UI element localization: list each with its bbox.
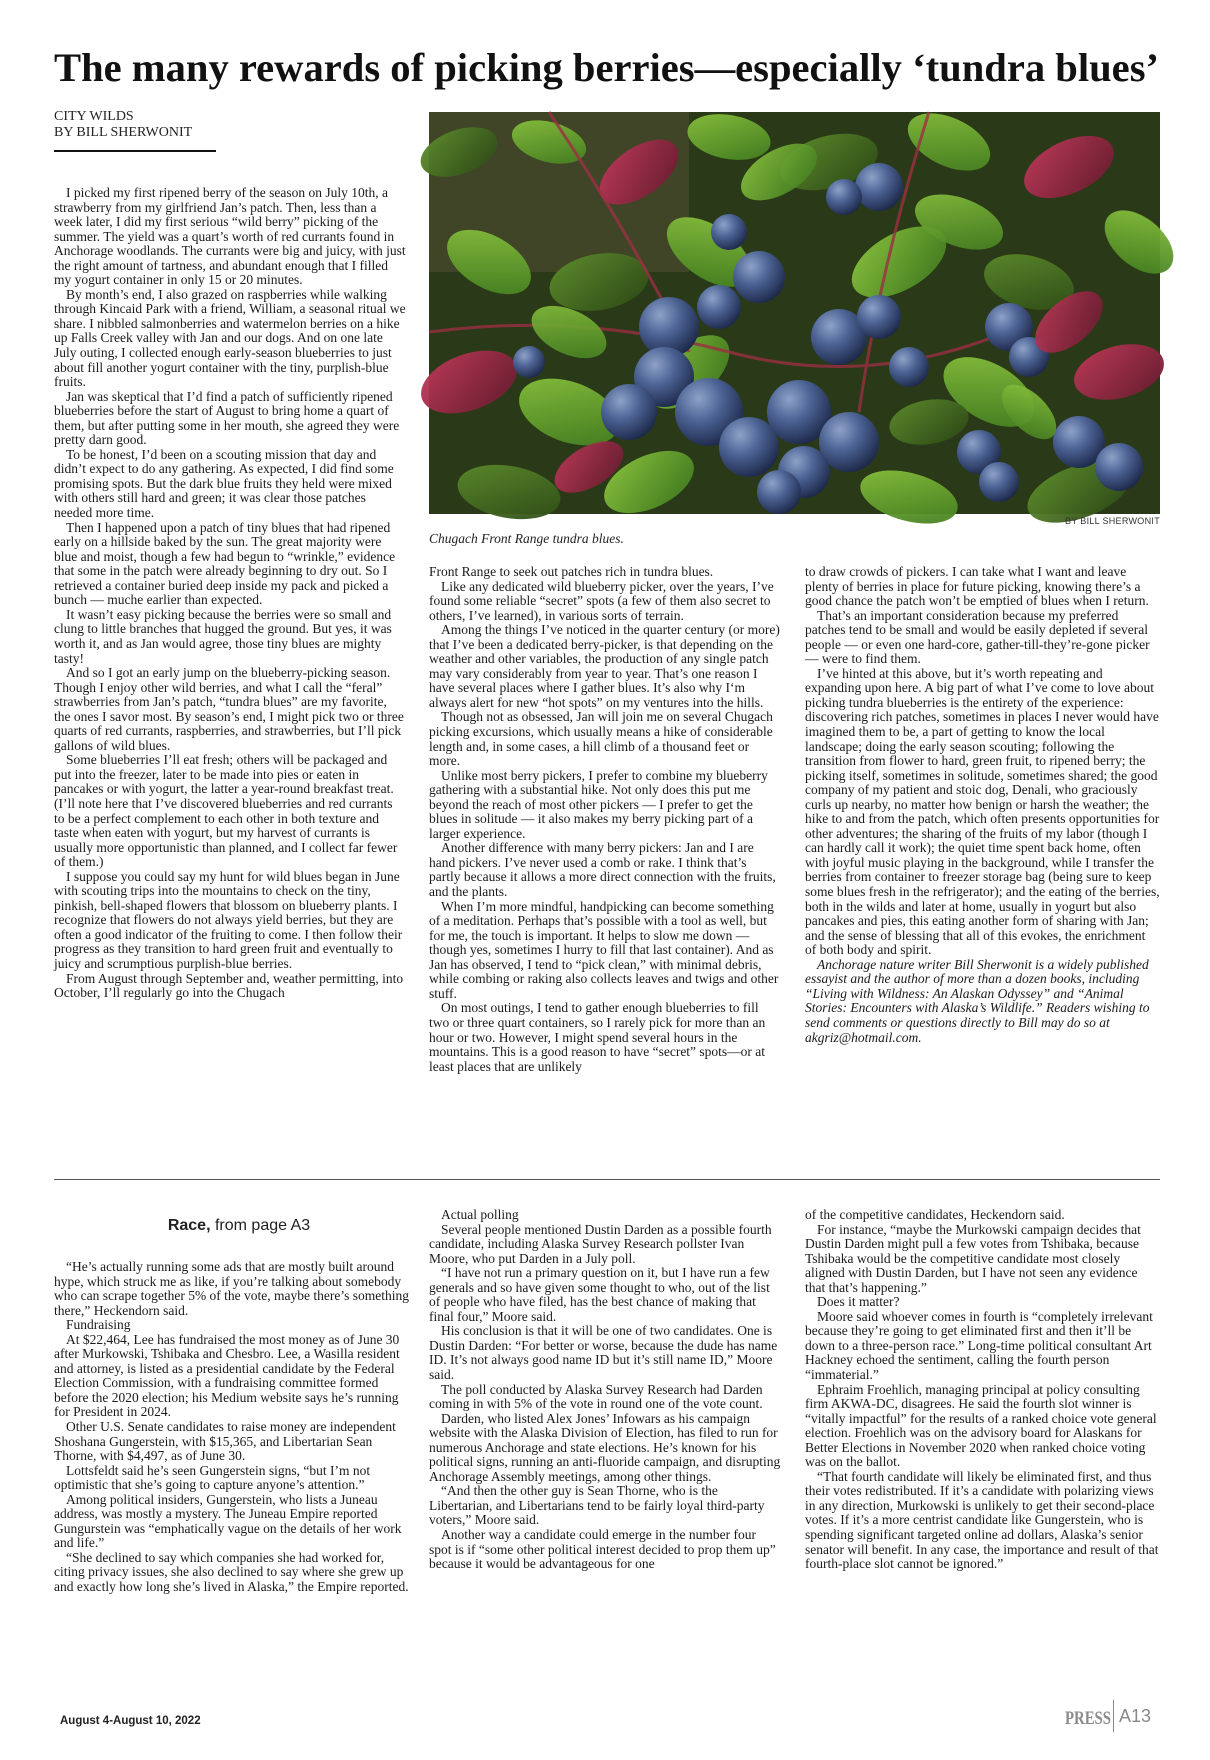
paragraph: Jan was skeptical that I’d find a patch of sufficiently ripened blueberries before the start of August to bring home a quart of them, but after putting some in her mouth, she agreed they were pretty darn good. — [54, 388, 400, 448]
section-divider — [54, 1179, 1160, 1180]
paragraph: to draw crowds of pickers. I can take what I want and leave plenty of berries in place for future picking, knowing there’s a good chance the patch won’t be emptied of blues when I return. — [805, 564, 1149, 609]
paragraph: On most outings, I tend to gather enough blueberries to fill two or three quart containers, so I rarely pick for more than an hour or two. However, I might spend several hours in the mountains. This is a good reason to have “secret” spots—or at least places that are unlikely — [429, 1000, 766, 1074]
subhead: Fundraising — [66, 1317, 131, 1333]
svg-text:PRESS: PRESS — [1065, 1708, 1111, 1729]
paragraph: “He’s actually running some ads that are mostly built around hype, which struck me as like, if you’re talking about somebody who can scrape together 5% of the vote, maybe there’s something there,” Heckendorn said. — [54, 1259, 410, 1318]
race-column-1 — [54, 1260, 409, 1595]
paragraph: And so I got an early jump on the blueberry-picking season. Though I enjoy other wild berries, and what I call the “feral” strawberries from Jan’s patch, “tundra blues” are my favorite, the ones I savor most. By season’s end, I might pick two or three quarts of red currants, raspberries, and strawberries, but I’ll pick gallons of wild blues. — [54, 665, 404, 753]
paragraph: Front Range to seek out patches rich in tundra blues. — [429, 564, 714, 579]
paragraph: When I’m more mindful, handpicking can become something of a meditation. Perhaps that’s possible with a tool as well, but for me, the touch is important. It helps to slow me down — though yes, sometimes I hurry to fill that last container). And as Jan has observed, I tend to “pick clean,” with minimal debris, while combing or raking also collects leaves and twigs and other stuff. — [429, 898, 779, 1001]
headline: The many rewards of picking berries—especially ‘tundra blues’ — [54, 45, 1160, 90]
author-bio: Anchorage nature writer Bill Sherwonit is a widely published essayist and the author of more than a dozen books, including “Living with Wildness: An Alaskan Odyssey” and “Animal Stories: Encounters with Alaska’s Wildlife.” Readers wishing to send comments or questions directly to Bill may do so at akgriz@hotmail.com. — [805, 956, 1150, 1045]
paragraph: Other U.S. Senate candidates to raise money are independent Shoshana Gungerstein, with $15,365, and Libertarian Sean Thorne, with $4,497, as of June 30. — [54, 1419, 396, 1464]
photo-caption: Chugach Front Range tundra blues. — [429, 531, 624, 546]
kicker — [54, 109, 216, 140]
paragraph: Some blueberries I’ll eat fresh; others will be packaged and put into the freezer, later to be made into pies or eaten in pancakes or with yogurt, the latter a year-round breakfast treat. (I’ll note here that I’ve discovered blueberries and red currants to be a perfect complement to each other in both texture and taste when eaten with yogurt, but my harvest of currants is usually more opportunistic than planned, and I collect far fewer of them.) — [54, 752, 398, 870]
paragraph: Another difference with many berry pickers: Jan and I are hand pickers. I’ve never used a comb or rake. I think that’s partly because it allows a more direct connection with the fruits, and the plants. — [429, 840, 776, 900]
blueberry-photo-image — [429, 112, 1160, 514]
section-label: CITY WILDS — [54, 109, 134, 124]
paragraph: Among political insiders, Gungerstein, who lists a Juneau address, was mostly a mystery. The Juneau Empire reported Gungurstein was “emphatically vague on the details of her work and life.” — [54, 1491, 402, 1551]
paragraph: The poll conducted by Alaska Survey Research had Darden coming in with 5% of the vote in round one of the vote count. — [429, 1381, 763, 1412]
subhead: Actual polling — [441, 1207, 519, 1222]
press-logo-icon — [1063, 1702, 1113, 1730]
photo-credit: BY BILL SHERWONIT — [1065, 516, 1160, 526]
paragraph: Several people mentioned Dustin Darden as a possible fourth candidate, including Alaska Survey Research pollster Ivan Moore, who put Darden in a July poll. — [429, 1221, 772, 1266]
paragraph: Though not as obsessed, Jan will join me on several Chugach picking excursions, which usually means a hike of considerable length and, in some cases, a hill climb of a thousand feet or more. — [429, 709, 773, 769]
jump-source: from page A3 — [210, 1217, 311, 1234]
blueberry-photo — [429, 112, 1160, 514]
article-column-1 — [54, 186, 406, 1001]
article-column-2 — [429, 565, 781, 1074]
race-column-3 — [805, 1208, 1160, 1572]
jump-title: Race, — [167, 1217, 211, 1234]
paragraph: His conclusion is that it will be one of two candidates. One is Dustin Darden: “For better or worse, because the dude has name ID. It’s not always good name ID but it’s still name ID,” Moore said. — [429, 1323, 778, 1383]
paragraph: To be honest, I’d been on a scouting mission that day and didn’t expect to do any gathering. As expected, I did find some promising spots. But the dark blue fruits they held were mixed with others still hard and green; it was clear those patches needed more time. — [54, 446, 394, 521]
paragraph: Among the things I’ve noticed in the quarter century (or more) that I’ve been a dedicated berry-picker, is that depending on the weather and other variables, the production of any single patch may vary considerably from year to year. That’s one reason I have several places where I gather blues. It’s also why I‘m always alert for new “hot spots” on my ventures into the hills. — [429, 622, 780, 710]
paragraph: Then I happened upon a patch of tiny blues that had ripened early on a hillside baked by the sun. The great majority were blue and moist, though a few had begun to “wrinkle,” evidence that some in the patch were already beginning to dry out. So I retrieved a container buried deep inside my pack and picked a bunch — muche earlier than expected. — [54, 519, 396, 608]
jump-heading — [54, 1217, 424, 1235]
paragraph: “That fourth candidate will likely be eliminated first, and thus their votes redistributed. If it’s a candidate with polarizing views in any direction, Murkowski is unlikely to get their second-place votes. If it’s a more centrist candidate like Gungerstein, who is spending significant targeted online ad dollars, Alaska’s senior senator will benefit. In any case, the importance and result of that fourth-place slot cannot be ignored.” — [805, 1468, 1159, 1572]
paragraph: From August through September and, weather permitting, into October, I’ll regularly go into the Chugach — [54, 970, 404, 1001]
paragraph: At $22,464, Lee has fundraised the most money as of June 30 after Murkowski, Tshibaka and Chesbro. Lee, a Wasilla resident and attorney, is listed as a presidential candidate by the Federal Election Commission, with a fundraising committee formed before the 2020 election; his Medium website says he’s running for President in 2024. — [54, 1331, 400, 1420]
paragraph: Ephraim Froehlich, managing principal at policy consulting firm AKWA-DC, disagrees. He said the fourth slot winner is “vitally impactful” for the results of a ranked choice vote general election. Froehlich was on the advisory board for Alaskans for Better Elections in November 2020 when ranked choice voting was on the ballot. — [805, 1381, 1157, 1470]
kicker-rule — [54, 150, 216, 152]
paragraph: Another way a candidate could emerge in the number four spot is if “some other political interest decided to prop them up” because it would be advantageous for one — [429, 1527, 776, 1572]
paragraph: Lottsfeldt said he’s seen Gungerstein signs, “but I’m not optimistic that she’s going to capture anyone’s attention.” — [54, 1462, 371, 1493]
paragraph: of the competitive candidates, Heckendorn said. — [805, 1207, 1065, 1222]
paragraph: I suppose you could say my hunt for wild blues began in June with scouting trips into the mountains to check on the tiny, pinkish, bell-shaped flowers that blossom on blueberry plants. I recognize that flowers do not always yield berries, but they are often a good indicator of the fruiting to come. I then follow their progress as they transition to hard green fruit and eventually to juicy and scrumptious purplish-blue berries. — [54, 868, 403, 971]
issue-date: August 4-August 10, 2022 — [60, 1715, 201, 1727]
page-number: A13 — [1119, 1706, 1152, 1726]
paragraph: “And then the other guy is Sean Thorne, who is the Libertarian, and Libertarians tend to be fairly loyal third-party voters,” Moore said. — [429, 1483, 765, 1528]
byline: BY BILL SHERWONIT — [54, 124, 193, 140]
subhead: Does it matter? — [817, 1294, 900, 1310]
paragraph: “She declined to say which companies she had worked for, citing privacy issues, she also declined to say where she grew up and exactly how long she’s lived in Alaska,” the Empire reported. — [54, 1549, 409, 1595]
paragraph: That’s an important consideration because my preferred patches tend to be small and would be easily depleted if several people — or even one hard-core, gather-till-they’re-gone picker — were to find them. — [805, 607, 1150, 667]
paragraph: For instance, “maybe the Murkowski campaign decides that Dustin Darden might pull a few votes from Tshibaka, because Tshibaka would be the competitive candidate most closely aligned with Dustin Darden, but I have not seen any evidence that that’s happening.” — [805, 1221, 1141, 1295]
paragraph: “I have not run a primary question on it, but I have run a few generals and so have given some thought to who, out of the list of people who have filed, has the best chance of making that final four,” Moore said. — [429, 1265, 770, 1324]
article-column-3 — [805, 565, 1160, 1045]
paragraph: I’ve hinted at this above, but it’s worth repeating and expanding upon here. A big part of what I’ve come to love about picking tundra blueberries is the entirety of the experience: discovering rich patches, sometimes in places I never would have imagined them to be, a part of getting to know the local landscape; doing the early season scouting; following the transition from flower to hard, green fruit, to ripened berry; the picking itself, sometimes in solitude, sometimes shared; the good company of my patient and stoic dog, Denali, who graciously curls up nearby, no matter how benign or harsh the weather; the hike to and from the patch, which often presents opportunities for other adventures; the sharing of the fruits of my labor (though I can hardly call it work); the quiet time spent back home, often with joyful music playing in the background, while I transfer the berries from container to freezer storage bag (being sure to keep some blues fresh in the refrigerator); and the eating of the berries, both in the wilds and later at home, usually in yogurt but also pancakes and pies, this eating another form of sharing with Jan; and the sense of blessing that all of this evokes, the enrichment of both body and spirit. — [805, 665, 1160, 958]
paragraph: It wasn’t easy picking because the berries were so small and clung to little branches that hugged the ground. But yes, it was worth it, and as Jan would agree, those tiny blues are mighty tasty! — [54, 606, 392, 666]
paragraph: Moore said whoever comes in fourth is “completely irrelevant because they’re going to get eliminated first and then it’ll be down to a three-person race.” Long-time political consultant Art Hackney echoed the sentiment, calling the fourth person “immaterial.” — [805, 1308, 1153, 1383]
paragraph: I picked my first ripened berry of the season on July 10th, a strawberry from my girlfriend Jan’s patch. Then, less than a week later, I did my first serious “wild berry” picking of the summer. The yield was a quart’s worth of red currants found in Anchorage woodlands. The currants were big and juicy, with just the right amount of tartness, and abundant enough that I filled my yogurt container in only 15 or 20 minutes. — [54, 185, 406, 288]
race-column-2 — [429, 1208, 781, 1572]
paragraph: By month’s end, I also grazed on raspberries while walking through Kincaid Park with a friend, William, a seasonal ritual we share. I nibbled salmonberries and watermelon berries on a hike up Falls Creek valley with Jan and our dogs. And on one late July outing, I collected enough early-season blueberries to just about fill another yogurt container with the tiny, purplish-blue fruits. — [54, 286, 406, 390]
paragraph: Darden, who listed Alex Jones’ Infowars as his campaign website with the Alaska Division of Election, has filed to run for numerous Anchorage and state elections. He’s known for his political signs, running an anti-fluoride campaign, and disrupting Anchorage Assembly meetings, among other things. — [429, 1410, 781, 1484]
paragraph: Like any dedicated wild blueberry picker, over the years, I’ve found some reliable “secret” spots (a few of them also secret to others, I’ve learned), in various sorts of terrain. — [429, 578, 774, 623]
footer-divider — [1113, 1700, 1114, 1732]
paragraph: Unlike most berry pickers, I prefer to combine my blueberry gathering with a substantial hike. Not only does this put me beyond the reach of most other pickers — I prefer to get the blues in solitude — it also makes my berry picking part of a larger experience. — [429, 767, 768, 841]
